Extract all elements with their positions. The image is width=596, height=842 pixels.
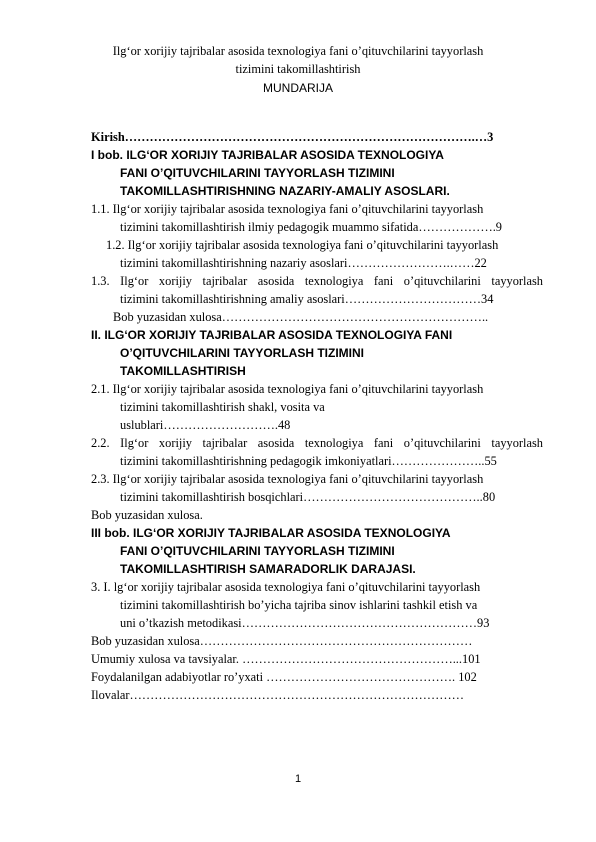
toc-chapter-3-line-1: III bob. ILG‘OR XORIJIY TAJRIBALAR ASOSIDA TEXNOLOGIYA (91, 526, 451, 540)
toc-section-2-3-line-2: tizimini takomillashtirish bosqichlari……………………………………..80 (120, 490, 496, 504)
toc-section-1-3-line-1: 1.3. Ilg‘or xorijiy tajribalar asosida texnologiya fani o’qituvchilarini tayyorlash (91, 274, 543, 288)
toc-bibliography: Foydalanilgan adabiyotlar ro’yxati ………………………………………. 102 (91, 670, 477, 684)
toc-section-3-1-line-3: uni o’tkazish metodikasi…………………………………………………93 (120, 616, 490, 630)
toc-chapter-2-line-2: O’QITUVCHILARINI TAYYORLASH TIZIMINI (120, 346, 365, 360)
toc-entry-intro: Kirish………………………………………………………………………….…3 (91, 130, 494, 144)
document-title-line-2: tizimini takomillashtirish (235, 62, 361, 76)
page-number: 1 (294, 773, 302, 785)
toc-chapter-2-conclusion: Bob yuzasidan xulosa. (91, 508, 203, 522)
toc-chapter-3-line-2: FANI O’QITUVCHILARINI TAYYORLASH TIZIMINI (120, 544, 395, 558)
toc-chapter-3-line-3: TAKOMILLASHTIRISH SAMARADORLIK DARAJASI. (120, 562, 416, 576)
toc-section-1-2-line-1: 1.2. Ilg‘or xorijiy tajribalar asosida texnologiya fani o’qituvchilarini tayyorlash (106, 238, 499, 252)
toc-general-conclusion: Umumiy xulosa va tavsiyalar. ……………………………………………...101 (91, 652, 481, 666)
toc-section-1-3-line-2: tizimini takomillashtirishning amaliy asoslari……………………………34 (120, 292, 494, 306)
toc-section-3-1-line-2: tizimini takomillashtirish bo’yicha tajriba sinov ishlarini tashkil etish va (120, 598, 478, 612)
toc-section-3-1-line-1: 3. I. lg‘or xorijiy tajribalar asosida texnologiya fani o’qituvchilarini tayyorlash (91, 580, 481, 594)
document-title-line-1: Ilg‘or xorijiy tajribalar asosida texnologiya fani o’qituvchilarini tayyorlash (112, 44, 484, 58)
toc-section-2-1-line-1: 2.1. Ilg‘or xorijiy tajribalar asosida texnologiya fani o’qituvchilarini tayyorlash (91, 382, 484, 396)
toc-chapter-2-line-3: TAKOMILLASHTIRISH (120, 364, 246, 378)
toc-section-1-1-line-1: 1.1. Ilg‘or xorijiy tajribalar asosida texnologiya fani o’qituvchilarini tayyorlash (91, 202, 484, 216)
toc-section-2-3-line-1: 2.3. Ilg‘or xorijiy tajribalar asosida texnologiya fani o’qituvchilarini tayyorlash (91, 472, 484, 486)
toc-heading: MUNDARIJA (262, 81, 333, 95)
toc-chapter-3-conclusion: Bob yuzasidan xulosa………………………………………………………… (91, 634, 473, 648)
toc-chapter-1-line-1: I bob. ILG‘OR XORIJIY TAJRIBALAR ASOSIDA TEXNOLOGIYA (91, 148, 444, 162)
toc-section-1-2-line-2: tizimini takomillashtirishning nazariy asoslari…………………….……22 (120, 256, 487, 270)
toc-chapter-1-conclusion: Bob yuzasidan xulosa……………………………………………………….. (113, 310, 489, 324)
toc-section-2-1-line-3: uslublari……………………….48 (120, 418, 291, 432)
toc-section-2-2-line-1: 2.2. Ilg‘or xorijiy tajribalar asosida texnologiya fani o’qituvchilarini tayyorlash (91, 436, 543, 450)
toc-section-2-1-line-2: tizimini takomillashtirish shakl, vosita va (120, 400, 325, 414)
toc-section-1-1-line-2: tizimini takomillashtirish ilmiy pedagogik muammo sifatida……………….9 (120, 220, 503, 234)
toc-chapter-2-line-1: II. ILG‘OR XORIJIY TAJRIBALAR ASOSIDA TEXNOLOGIYA FANI (91, 328, 453, 342)
toc-chapter-1-line-2: FANI O’QITUVCHILARINI TAYYORLASH TIZIMINI (120, 166, 395, 180)
toc-chapter-1-line-3: TAKOMILLASHTIRISHNING NAZARIY-AMALIY ASOSLARI. (120, 184, 450, 198)
toc-appendices: Ilovalar……………………………………………………………………… (91, 688, 465, 702)
toc-section-2-2-line-2: tizimini takomillashtirishning pedagogik imkoniyatlari…………………..55 (120, 454, 497, 468)
